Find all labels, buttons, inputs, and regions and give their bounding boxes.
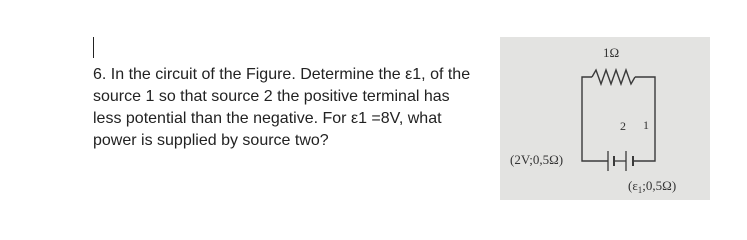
wire-top-left — [582, 77, 592, 80]
terminal-1-label: 1 — [643, 118, 649, 132]
question-line-3: less potential than the negative. For ε1 =8V, what — [93, 110, 442, 127]
resistor-zigzag — [592, 70, 635, 84]
source-2-label: (2V;0,5Ω) — [510, 152, 564, 167]
circuit-diagram — [500, 37, 710, 200]
text-cursor — [93, 37, 94, 58]
resistor-label: 1Ω — [603, 45, 620, 60]
wire-left — [582, 80, 608, 161]
source-1-label-subscript: 1 — [637, 185, 643, 195]
source-1-label-open: (ε — [628, 178, 638, 193]
terminal-2-label: 2 — [620, 119, 626, 133]
question-line-1: 6. In the circuit of the Figure. Determine the ε1, of the — [93, 66, 471, 83]
question-text — [93, 64, 513, 152]
source-1-label — [628, 178, 676, 195]
circuit-figure — [500, 37, 710, 200]
question-line-2: source 1 so that source 2 the positive terminal has — [93, 88, 450, 105]
question-line-4: power is supplied by source two? — [93, 132, 329, 149]
source-1-label-rest: ;0,5Ω) — [642, 178, 677, 193]
